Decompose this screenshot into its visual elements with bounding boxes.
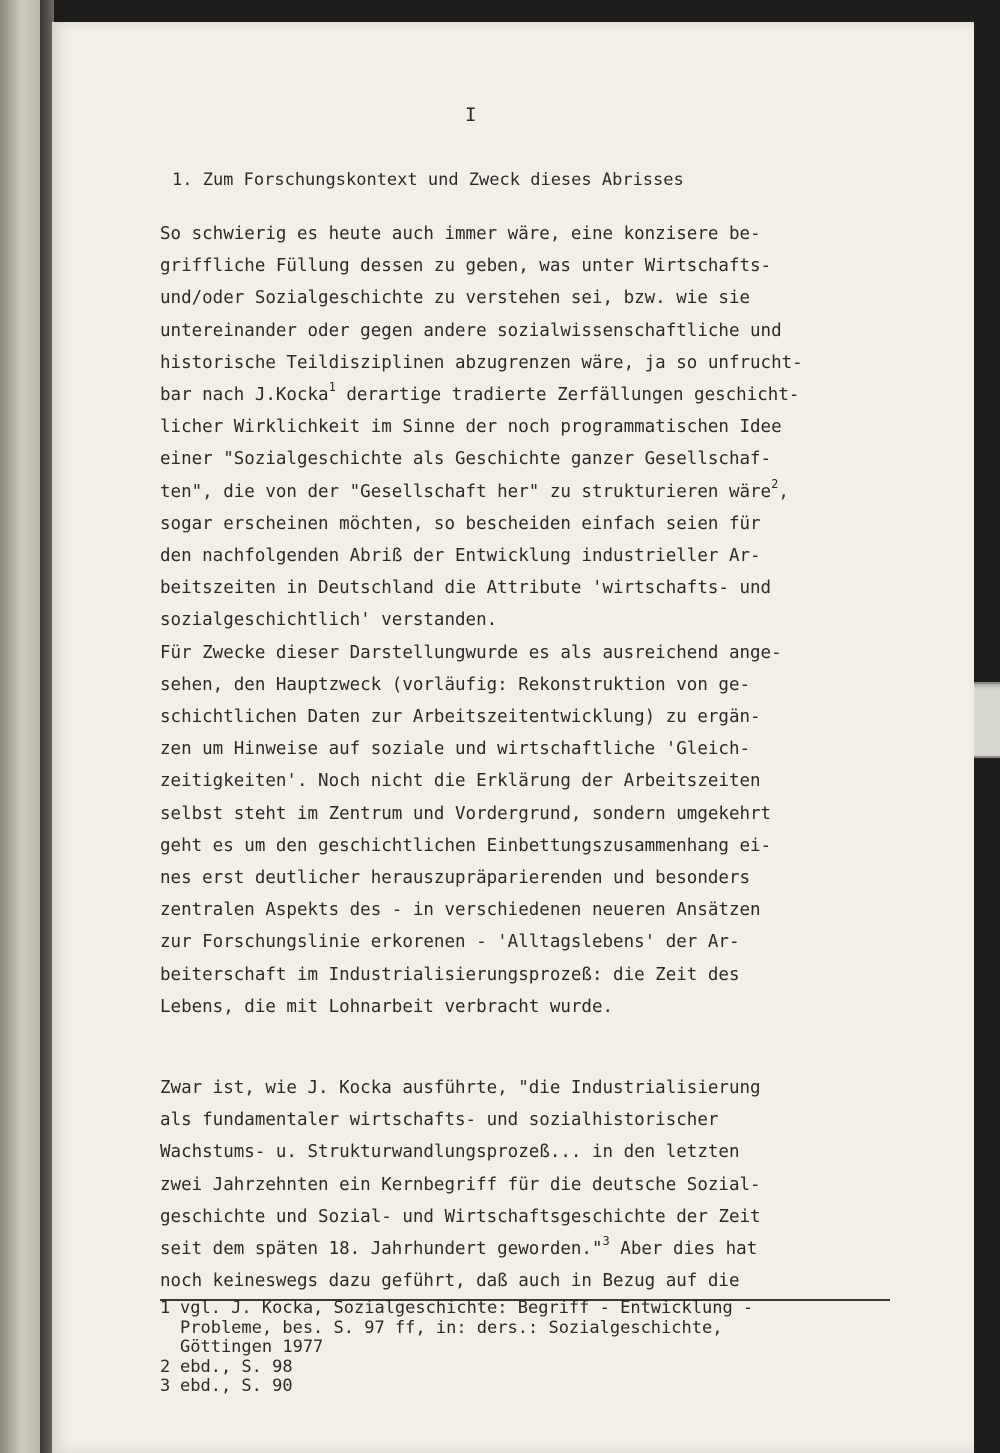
text-line: zeitigkeiten'. Noch nicht die Erklärung der Arbeitszeiten [160,771,761,792]
footnotes [160,1299,753,1397]
footnote-text: vgl. J. Kocka, Sozialgeschichte: Begriff - Entwicklung - Probleme, bes. S. 97 ff, in: ders.: Sozialgeschichte, Göttingen 1977 [180,1298,754,1357]
text-line: Lebens, die mit Lohnarbeit verbracht wurde. [160,996,614,1017]
text-line: nes erst deutlicher herauszupräparierenden und besonders [160,868,751,889]
text-line: noch keineswegs dazu geführt, daß auch in Bezug auf die [160,1271,740,1292]
text-line: geschichte und Sozial- und Wirtschaftsgeschichte der Zeit [160,1206,761,1227]
text-line: einer "Sozialgeschichte als Geschichte ganzer Gesellschaf- [160,449,772,470]
text-line: geht es um den geschichtlichen Einbettungszusammenhang ei- [160,835,772,856]
page-number: I [465,104,477,126]
text-line: selbst steht im Zentrum und Vordergrund, sondern umgekehrt [160,803,772,824]
footnote-number: 1 [160,1298,171,1318]
footnote-ref-3: 3 [602,1234,610,1249]
page-content [52,22,974,1453]
section-heading: 1. Zum Forschungskontext und Zweck dieses Abrisses [172,170,684,190]
text-line: als fundamentaler wirtschafts- und sozialhistorischer [160,1110,719,1131]
footnote-3 [160,1377,753,1397]
text-line: Für Zwecke dieser Darstellungwurde es als ausreichend ange- [160,642,782,663]
document-page [52,22,974,1453]
text-line: Wachstums- u. Strukturwandlungsprozeß... in den letzten [160,1142,740,1163]
text-line: seit dem späten 18. Jahrhundert geworden."$^3$ Aber dies hat [160,1234,758,1260]
text-line: Zwar ist, wie J. Kocka ausführte, "die Industrialisierung [160,1078,761,1098]
text-line: sogar erscheinen möchten, so bescheiden einfach seien für [160,513,761,534]
left-page-edge [0,0,40,1453]
paragraph-2 [160,1072,761,1297]
text-line: schichtlichen Daten zur Arbeitszeitentwicklung) zu ergän- [160,707,761,728]
text-line: zen um Hinweise auf soziale und wirtschaftliche 'Gleich- [160,739,751,760]
text-line: zur Forschungslinie erkorenen - 'Alltagslebens' der Ar- [160,932,740,953]
text-line: griffliche Füllung dessen zu geben, was unter Wirtschafts- [160,256,772,277]
text-line: zentralen Aspekts des - in verschiedenen neueren Ansätzen [160,900,761,921]
footnote-number: 2 [160,1356,171,1377]
text-line: sozialgeschichtlich' verstanden. [160,610,498,631]
text-line: beiterschaft im Industrialisierungsprozeß: die Zeit des [160,964,740,985]
footnote-text: ebd., S. 98 [180,1356,293,1377]
text-line: So schwierig es heute auch immer wäre, eine konzisere be- [160,224,761,244]
text-line: und/oder Sozialgeschichte zu verstehen sei, bzw. wie sie [160,288,751,309]
footnote-1 [160,1299,753,1358]
text-line: beitszeiten in Deutschland die Attribute 'wirtschafts- und [160,578,772,599]
footnote-text: ebd., S. 90 [180,1376,293,1396]
footnote-ref-2: 2 [771,476,779,491]
text-line: bar nach J.Kocka$^1$ derartige tradierte Zerfällungen geschicht- [160,380,800,406]
text-line: historische Teildisziplinen abzugrenzen wäre, ja so unfrucht- [160,352,803,373]
text-line: untereinander oder gegen andere sozialwissenschaftliche und [160,320,782,341]
text-line: den nachfolgenden Abriß der Entwicklung industrieller Ar- [160,546,761,567]
text-line: licher Wirklichkeit im Sinne der noch programmatischen Idee [160,417,782,438]
footnote-ref-1: 1 [328,380,336,395]
paragraph-1 [160,218,803,1023]
text-line: zwei Jahrzehnten ein Kernbegriff für die deutsche Sozial- [160,1174,761,1195]
footnote-number: 3 [160,1376,171,1396]
footnote-2 [160,1358,753,1378]
text-line: sehen, den Hauptzweck (vorläufig: Rekonstruktion von ge- [160,674,751,695]
text-line: ten", die von der "Gesellschaft her" zu strukturieren wäre$^2$, [160,476,789,502]
